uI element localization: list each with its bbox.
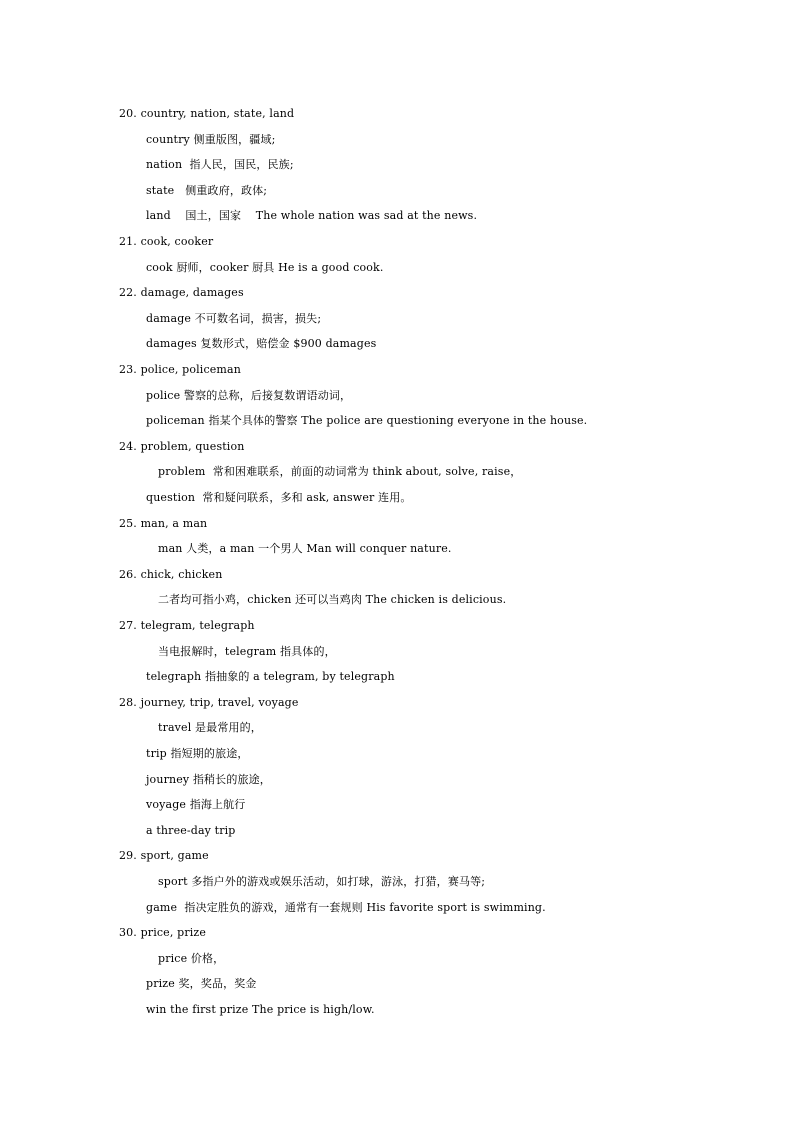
entry-line: policeman 指某个具体的警察 The police are questioning everyone in the house. <box>146 414 588 428</box>
entry-line: travel 是最常用的， <box>158 721 262 735</box>
entry-heading: 27. telegram, telegraph <box>119 619 255 632</box>
entry-line: journey 指稍长的旅途， <box>146 772 271 786</box>
entry-line: sport 多指户外的游戏或娱乐活动，如打球，游泳，打猎，赛马等; <box>158 875 486 888</box>
entry-line: price 价格， <box>158 951 225 965</box>
entry-heading: 28. journey, trip, travel, voyage <box>119 695 299 709</box>
entry-line: nation 指人民，国民，民族; <box>146 158 294 172</box>
entry-heading: 29. sport, game <box>119 849 209 863</box>
entry-heading: 23. police, policeman <box>119 363 241 376</box>
entry-line: damages 复数形式，赔偿金 $900 damages <box>146 337 377 351</box>
entry-line: police 警察的总称，后接复数谓语动词， <box>146 388 352 402</box>
entry-line: 当电报解时，telegram 指具体的， <box>158 644 336 658</box>
entry-line: trip 指短期的旅途， <box>146 747 249 760</box>
entry-heading: 30. price, prize <box>119 926 206 940</box>
entry-line: 二者均可指小鸡，chicken 还可以当鸡肉 The chicken is delicious. <box>158 593 507 607</box>
entry-heading: 24. problem, question <box>119 439 245 453</box>
entry-line: voyage 指海上航行 <box>146 798 246 812</box>
entry-line: prize 奖，奖品，奖金 <box>146 977 257 991</box>
entry-line: question 常和疑问联系，多和 ask, answer 连用。 <box>146 491 412 504</box>
entry-line: problem 常和困难联系，前面的动词常为 think about, solve, raise， <box>158 465 522 479</box>
entry-line: state 侧重政府，政体; <box>146 183 268 197</box>
entry-heading: 25. man, a man <box>119 516 208 530</box>
entry-heading: 26. chick, chicken <box>119 567 223 581</box>
entry-line: cook 厨师，cooker 厨具 He is a good cook. <box>146 260 384 274</box>
entry-line: country 侧重版图，疆域; <box>146 132 276 146</box>
entry-line: a three-day trip <box>146 823 236 837</box>
entry-heading: 20. country, nation, state, land <box>119 107 295 120</box>
entry-line: land 国土，国家 The whole nation was sad at the news. <box>146 209 478 223</box>
entry-heading: 21. cook, cooker <box>119 235 214 248</box>
entry-line: telegraph 指抽象的 a telegram, by telegraph <box>146 670 395 684</box>
entry-line: man 人类，a man 一个男人 Man will conquer nature. <box>158 542 452 556</box>
entry-heading: 22. damage, damages <box>119 286 244 300</box>
entry-line: win the first prize The price is high/low. <box>146 1003 375 1016</box>
entry-line: game 指决定胜负的游戏，通常有一套规则 His favorite sport is swimming. <box>146 900 546 914</box>
entry-line: damage 不可数名词，损害，损失; <box>146 311 322 325</box>
